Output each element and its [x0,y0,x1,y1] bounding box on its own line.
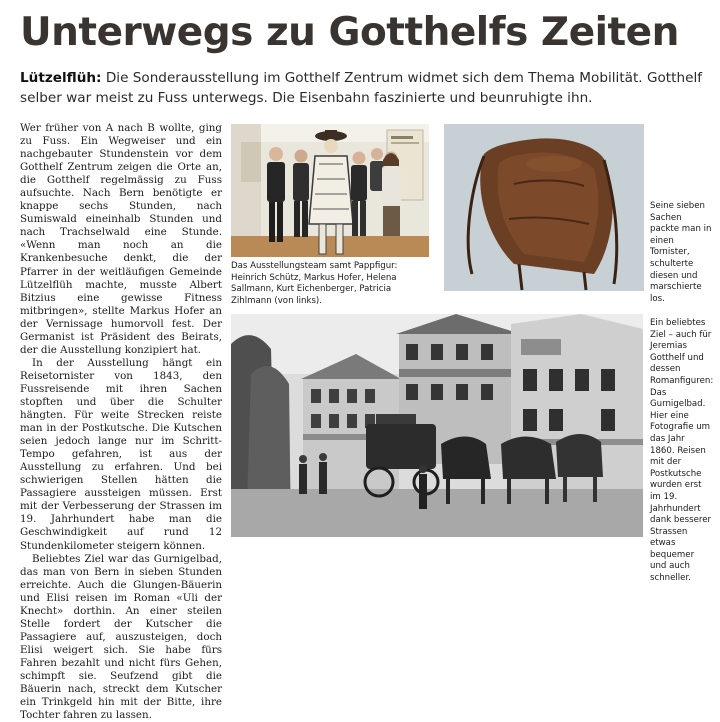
tornister-caption: Seine sieben Sachen packte man in einen Tornister, schulterte diesen und marschierte los. [650,201,712,304]
lead-paragraph [20,68,710,108]
body-paragraph-2: In der Ausstellung hängt ein Reisetornister von 1843, den Fussreisende mit ihren Sachen stopften und über die Schulter hängten. Für weite Strecken reiste man in der Postkutsche. Die Kutschen seien jedoch lange nur im Schritt-Tempo gefahren, ist aus der Ausstellung zu erfahren. Und bei schwierigen Stellen hätten die Passagiere aussteigen müssen. Erst mit der Verbesserung der Strassen im 19. Jahrhundert habe man die Geschwindigkeit auf rund 12 Stundenkilometer steigern können. [20,356,222,552]
body-paragraph-1: Wer früher von A nach B wollte, ging zu Fuss. Ein Wegweiser und ein nachgebauter Stundenstein vor dem Gotthelf Zentrum zeigen die Orte an, die Gotthelf regelmässig zu Fuss aufsuchte. Nach Bern benötigte er knappe sechs Stunden, nach Sumiswald eineinhalb Stunden und nach Trachselwald eine Stunde. «Wenn man noch an die Krankenbesuche denkt, die der Pfarrer in der weitläufigen Gemeinde Lützelflüh machte, musste Albert Bitzius eine gewisse Fitness mitbringen», stellte Markus Hofer an der Vernissage humorvoll fest. Der Germanist ist Präsident des Beirats, der die Ausstellung konzipiert hat. [20,122,222,356]
body-paragraph-3: Beliebtes Ziel war das Gurnigelbad, das man von Bern in sieben Stunden erreichte. Auch die Glungen-Bäuerin und Elisi reisen im Roman «Uli der Knecht» dorthin. An einer steilen Stelle fordert der Kutscher die Passagiere auf, auszusteigen, doch Elisi weigert sich. Sie habe fürs Fahren bezahlt und nicht fürs Gehen, schimpft sie. Seufzend gibt die Bäuerin nach, streckt dem Kutscher ein Trinkgeld hin mit der Bitte, ihre Tochter fahren zu lassen. [20,552,222,722]
person-5 [382,152,401,237]
tornister-photo [444,124,644,291]
team-caption: Das Ausstellungsteam samt Pappfigur: Heinrich Schütz, Markus Hofer, Helena Sallmann, Kurt Eichenberger, Patricia Zihlmann (von links). [231,261,398,306]
gurnigel-caption: Ein beliebtes Ziel – auch für Jeremias Gotthelf und dessen Romanfiguren: Das Gurnigelbad. Hier eine Fotografie um das Jahr 1860. Reisen mit der Postkutsche wurden erst im 19. Jahrhundert dank besserer Strassen etwas bequemer und auch schneller. [650,318,714,584]
lead-text: Die Sonderausstellung im Gotthelf Zentrum widmet sich dem Thema Mobilität. Gotthelf selber war meist zu Fuss unterwegs. Die Eisenbahn faszinierte und beunruhigte ihn. [20,70,703,106]
article-body [20,122,222,722]
headline: Unterwegs zu Gotthelfs Zeiten [20,10,679,55]
team-photo [231,124,429,257]
gurnigelbad-photo [231,314,643,537]
lead-place: Lützelflüh: [20,70,102,86]
